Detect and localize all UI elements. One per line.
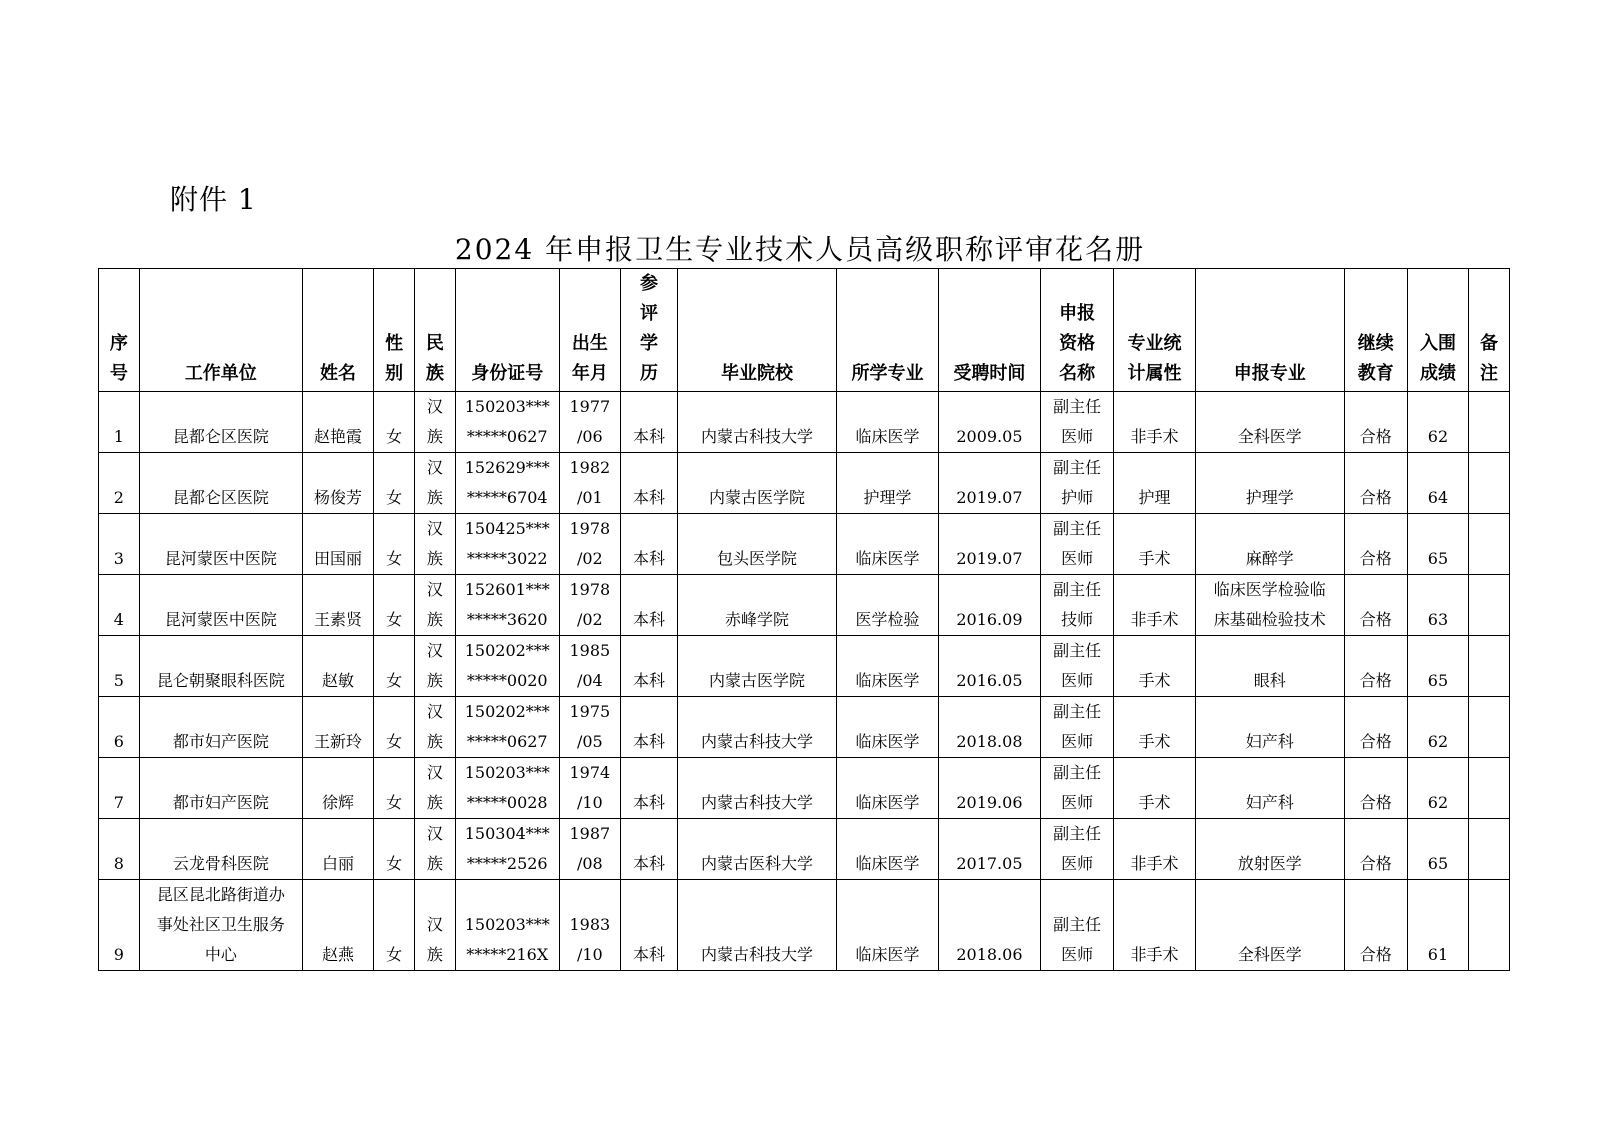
table-cell: 64: [1407, 453, 1468, 514]
table-cell: 内蒙古科技大学: [677, 392, 836, 453]
table-cell: 放射医学: [1195, 819, 1344, 880]
table-cell: 9: [99, 880, 140, 971]
table-cell: 非手术: [1114, 575, 1196, 636]
table-cell: 合格: [1344, 514, 1407, 575]
table-cell: 150425*** *****3022: [455, 514, 559, 575]
table-cell: 护理学: [1195, 453, 1344, 514]
table-cell: 本科: [620, 636, 677, 697]
table-cell: 女: [374, 819, 415, 880]
table-cell: 手术: [1114, 636, 1196, 697]
table-cell: 副主任 医师: [1040, 697, 1113, 758]
table-cell: 65: [1407, 514, 1468, 575]
table-cell: 2018.06: [938, 880, 1040, 971]
table-body: [99, 392, 1510, 971]
table-cell: 昆河蒙医中医院: [139, 514, 302, 575]
table-cell: 152601*** *****3620: [455, 575, 559, 636]
table-cell: 妇产科: [1195, 697, 1344, 758]
table-cell: 本科: [620, 453, 677, 514]
table-cell: 2016.09: [938, 575, 1040, 636]
table-cell: [1469, 575, 1510, 636]
attachment-label: 附件 1: [170, 183, 257, 216]
table-cell: 赤峰学院: [677, 575, 836, 636]
table-cell: 62: [1407, 392, 1468, 453]
table-cell: [1469, 453, 1510, 514]
table-cell: 临床医学: [837, 819, 939, 880]
table-cell: 1978 /02: [559, 575, 620, 636]
table-cell: 3: [99, 514, 140, 575]
table-cell: 61: [1407, 880, 1468, 971]
table-cell: 白丽: [302, 819, 373, 880]
table-cell: 徐辉: [302, 758, 373, 819]
header-row: [99, 269, 1510, 392]
table-cell: 本科: [620, 392, 677, 453]
table-cell: 昆都仑区医院: [139, 392, 302, 453]
table-cell: 副主任 医师: [1040, 636, 1113, 697]
table-cell: 昆区昆北路街道办 事处社区卫生服务 中心: [139, 880, 302, 971]
document-title: 2024 年申报卫生专业技术人员高级职称评审花名册: [454, 233, 1146, 266]
table-cell: 云龙骨科医院: [139, 819, 302, 880]
table-cell: 本科: [620, 819, 677, 880]
table-cell: 合格: [1344, 575, 1407, 636]
column-header: 毕业院校: [677, 269, 836, 392]
table-row: [99, 453, 1510, 514]
table-cell: 1985 /04: [559, 636, 620, 697]
table-cell: 王新玲: [302, 697, 373, 758]
table-cell: 1982 /01: [559, 453, 620, 514]
table-cell: 汉 族: [415, 880, 456, 971]
table-cell: 6: [99, 697, 140, 758]
table-cell: 杨俊芳: [302, 453, 373, 514]
column-header: 所学专业: [837, 269, 939, 392]
table-cell: 合格: [1344, 636, 1407, 697]
column-header: 身份证号: [455, 269, 559, 392]
table-cell: 150203*** *****0627: [455, 392, 559, 453]
table-cell: 150304*** *****2526: [455, 819, 559, 880]
column-header: 申报 资格 名称: [1040, 269, 1113, 392]
column-header: 工作单位: [139, 269, 302, 392]
table-cell: 1987 /08: [559, 819, 620, 880]
table-row: [99, 819, 1510, 880]
table-cell: 眼科: [1195, 636, 1344, 697]
table-cell: 护理学: [837, 453, 939, 514]
column-header: 受聘时间: [938, 269, 1040, 392]
table-cell: 本科: [620, 758, 677, 819]
table-cell: 2: [99, 453, 140, 514]
table-row: [99, 697, 1510, 758]
table-cell: 1983 /10: [559, 880, 620, 971]
table-cell: 2009.05: [938, 392, 1040, 453]
table-cell: 临床医学: [837, 758, 939, 819]
roster-table: [98, 268, 1510, 971]
table-cell: 女: [374, 880, 415, 971]
table-row: [99, 392, 1510, 453]
table-cell: 1974 /10: [559, 758, 620, 819]
table-cell: 本科: [620, 514, 677, 575]
table-cell: 汉 族: [415, 453, 456, 514]
table-cell: 合格: [1344, 819, 1407, 880]
table-cell: 昆河蒙医中医院: [139, 575, 302, 636]
table-cell: 合格: [1344, 758, 1407, 819]
table-cell: 临床医学: [837, 636, 939, 697]
table-cell: 汉 族: [415, 636, 456, 697]
table-cell: 女: [374, 575, 415, 636]
table-cell: 女: [374, 758, 415, 819]
table-cell: 1: [99, 392, 140, 453]
table-cell: 2019.07: [938, 514, 1040, 575]
table-cell: 临床医学: [837, 514, 939, 575]
table-cell: 临床医学: [837, 880, 939, 971]
table-cell: 合格: [1344, 880, 1407, 971]
table-cell: [1469, 392, 1510, 453]
table-cell: 1975 /05: [559, 697, 620, 758]
table-cell: 8: [99, 819, 140, 880]
table-row: [99, 880, 1510, 971]
table-cell: 副主任 医师: [1040, 514, 1113, 575]
table-cell: 63: [1407, 575, 1468, 636]
table-cell: 赵艳霞: [302, 392, 373, 453]
table-cell: 150202*** *****0627: [455, 697, 559, 758]
column-header: 性 别: [374, 269, 415, 392]
table-cell: [1469, 697, 1510, 758]
column-header: 民 族: [415, 269, 456, 392]
table-cell: [1469, 514, 1510, 575]
table-cell: [1469, 636, 1510, 697]
table-cell: 65: [1407, 636, 1468, 697]
table-cell: 副主任 医师: [1040, 758, 1113, 819]
table-cell: 赵敏: [302, 636, 373, 697]
table-cell: 临床医学: [837, 697, 939, 758]
table-cell: 副主任 护师: [1040, 453, 1113, 514]
table-cell: 昆仑朝聚眼科医院: [139, 636, 302, 697]
table-cell: 非手术: [1114, 392, 1196, 453]
table-cell: 都市妇产医院: [139, 758, 302, 819]
table-cell: 62: [1407, 758, 1468, 819]
table-cell: 田国丽: [302, 514, 373, 575]
table-cell: 医学检验: [837, 575, 939, 636]
table-cell: 1978 /02: [559, 514, 620, 575]
table-cell: 65: [1407, 819, 1468, 880]
table-cell: 汉 族: [415, 697, 456, 758]
table-cell: 152629*** *****6704: [455, 453, 559, 514]
table-cell: [1469, 758, 1510, 819]
table-cell: 手术: [1114, 758, 1196, 819]
column-header: 专业统 计属性: [1114, 269, 1196, 392]
table-row: [99, 758, 1510, 819]
table-cell: 合格: [1344, 697, 1407, 758]
table-cell: 全科医学: [1195, 392, 1344, 453]
table-cell: 麻醉学: [1195, 514, 1344, 575]
column-header: 出生 年月: [559, 269, 620, 392]
table-cell: 非手术: [1114, 880, 1196, 971]
table-cell: 62: [1407, 697, 1468, 758]
table-cell: 副主任 医师: [1040, 880, 1113, 971]
table-cell: 本科: [620, 697, 677, 758]
table-cell: 女: [374, 636, 415, 697]
table-cell: 2016.05: [938, 636, 1040, 697]
table-cell: 150202*** *****0020: [455, 636, 559, 697]
table-cell: 副主任 医师: [1040, 819, 1113, 880]
table-cell: 王素贤: [302, 575, 373, 636]
table-cell: 妇产科: [1195, 758, 1344, 819]
column-header: 参 评 学 历: [620, 269, 677, 392]
table-cell: 1977 /06: [559, 392, 620, 453]
table-cell: 副主任 医师: [1040, 392, 1113, 453]
table-cell: 本科: [620, 880, 677, 971]
table-cell: 2018.08: [938, 697, 1040, 758]
column-header: 备 注: [1469, 269, 1510, 392]
table-cell: 非手术: [1114, 819, 1196, 880]
table-cell: 4: [99, 575, 140, 636]
table-cell: [1469, 819, 1510, 880]
table-cell: 150203*** *****0028: [455, 758, 559, 819]
table-cell: 汉 族: [415, 392, 456, 453]
table-header: [99, 269, 1510, 392]
table-cell: 手术: [1114, 697, 1196, 758]
table-cell: 赵燕: [302, 880, 373, 971]
table-cell: 内蒙古医学院: [677, 636, 836, 697]
table-cell: 2017.05: [938, 819, 1040, 880]
table-cell: 内蒙古医科大学: [677, 819, 836, 880]
table-cell: 合格: [1344, 392, 1407, 453]
table-cell: 全科医学: [1195, 880, 1344, 971]
table-cell: [1469, 880, 1510, 971]
table-cell: 合格: [1344, 453, 1407, 514]
table-cell: 临床医学检验临 床基础检验技术: [1195, 575, 1344, 636]
table-row: [99, 514, 1510, 575]
table-cell: 临床医学: [837, 392, 939, 453]
table-cell: 汉 族: [415, 575, 456, 636]
table-cell: 本科: [620, 575, 677, 636]
table-cell: 7: [99, 758, 140, 819]
table-cell: 内蒙古科技大学: [677, 758, 836, 819]
column-header: 申报专业: [1195, 269, 1344, 392]
table-cell: 汉 族: [415, 819, 456, 880]
table-cell: 都市妇产医院: [139, 697, 302, 758]
table-row: [99, 575, 1510, 636]
column-header: 序 号: [99, 269, 140, 392]
table-cell: 2019.07: [938, 453, 1040, 514]
table-cell: 150203*** *****216X: [455, 880, 559, 971]
table-cell: 女: [374, 453, 415, 514]
column-header: 姓名: [302, 269, 373, 392]
table-cell: 5: [99, 636, 140, 697]
column-header: 入围 成绩: [1407, 269, 1468, 392]
table-cell: 汉 族: [415, 514, 456, 575]
table-row: [99, 636, 1510, 697]
table-cell: 汉 族: [415, 758, 456, 819]
table-cell: 手术: [1114, 514, 1196, 575]
table-cell: 女: [374, 697, 415, 758]
table-cell: 包头医学院: [677, 514, 836, 575]
table-cell: 2019.06: [938, 758, 1040, 819]
table-cell: 昆都仑区医院: [139, 453, 302, 514]
table-cell: 护理: [1114, 453, 1196, 514]
table-cell: 副主任 技师: [1040, 575, 1113, 636]
table-cell: 女: [374, 392, 415, 453]
column-header: 继续 教育: [1344, 269, 1407, 392]
table-cell: 内蒙古科技大学: [677, 880, 836, 971]
table-cell: 内蒙古科技大学: [677, 697, 836, 758]
table-cell: 内蒙古医学院: [677, 453, 836, 514]
table-cell: 女: [374, 514, 415, 575]
